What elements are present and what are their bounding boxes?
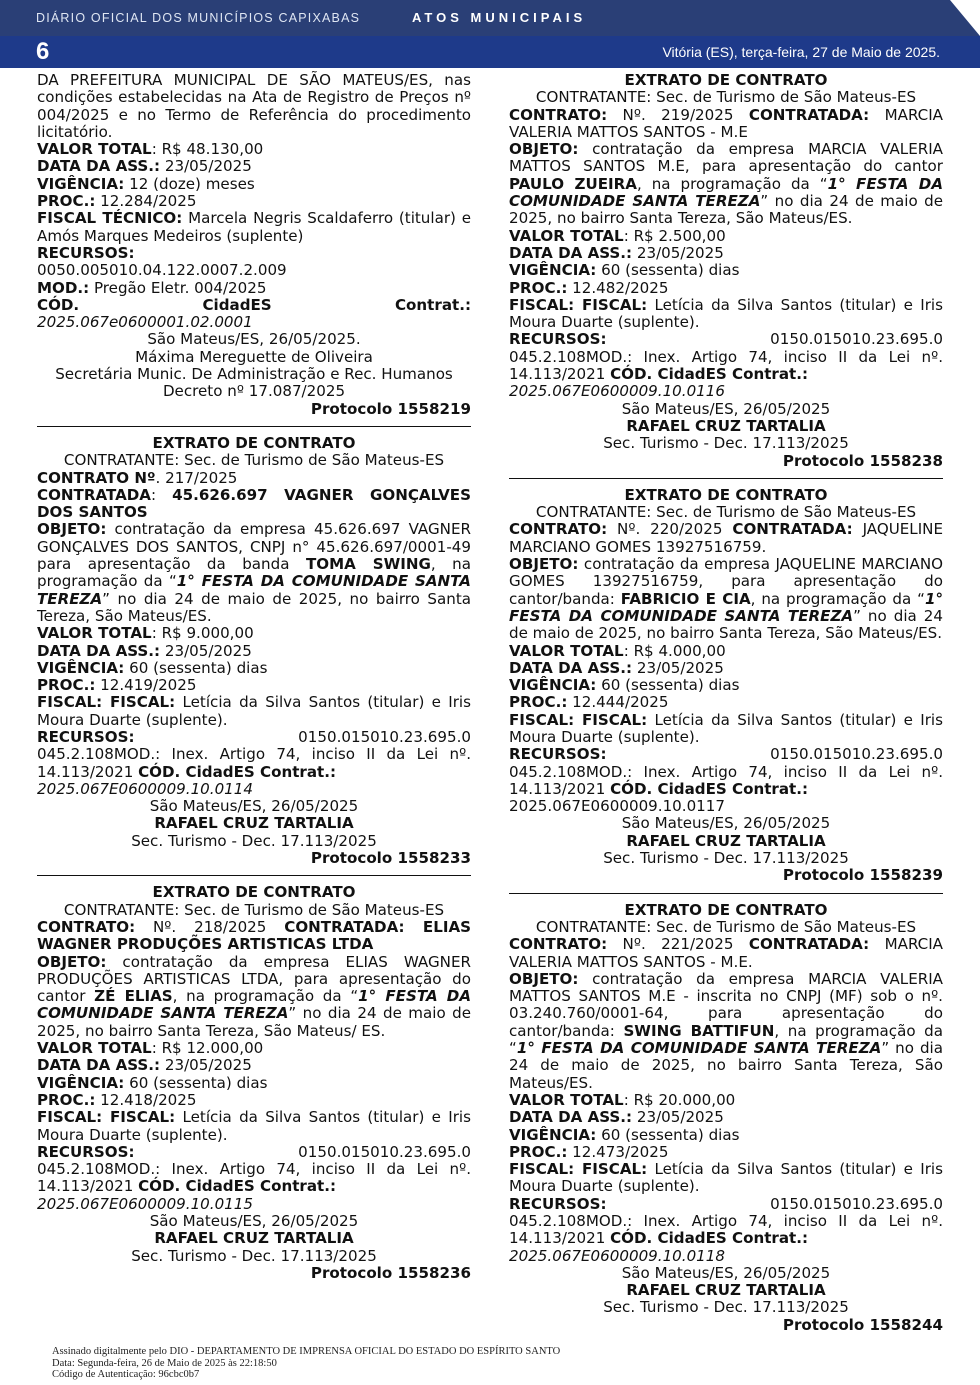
protocolo: Protocolo 1558219 bbox=[310, 399, 471, 418]
artist-name: FABRICIO E CIA bbox=[620, 589, 751, 608]
signer-name: RAFAEL CRUZ TARTALIA bbox=[154, 1229, 354, 1248]
data-ass-line bbox=[37, 1057, 471, 1074]
objeto-text: contratação da empresa MARCIA VALERIA MATTOS SANTOS M.E, para apresentação do cantor bbox=[509, 140, 943, 176]
mod-line bbox=[509, 1213, 943, 1248]
fiscal-value: Marcela Negris Scaldaferro (titular) e Amós Marques Medeiros (suplente) bbox=[37, 209, 471, 245]
signer-role: Sec. Turismo - Dec. 17.113/2025 bbox=[131, 831, 377, 850]
proc-label: PROC.: bbox=[37, 1090, 96, 1109]
cod-label: CÓD. CidadES Contrat.: bbox=[610, 779, 809, 798]
signer-role: Sec. Turismo - Dec. 17.113/2025 bbox=[603, 1298, 849, 1317]
contrato-label: CONTRATO: bbox=[509, 935, 608, 954]
signer-name: RAFAEL CRUZ TARTALIA bbox=[626, 416, 826, 435]
recursos-label: RECURSOS: bbox=[37, 1142, 135, 1161]
fiscal-label: FISCAL: FISCAL: bbox=[509, 295, 648, 314]
extract-218 bbox=[37, 884, 471, 1282]
objeto-tail: ” no dia 24 de maio de 2025, no bairro Santa Tereza, São Mateus/ES. bbox=[37, 589, 471, 625]
vigencia-label: VIGÊNCIA: bbox=[37, 1073, 125, 1092]
contrato-value: Nº. 220/2025 bbox=[607, 520, 733, 539]
contrato-line bbox=[509, 521, 943, 556]
mod-line bbox=[37, 1161, 471, 1196]
objeto-label: OBJETO: bbox=[37, 952, 107, 971]
recursos-line bbox=[37, 729, 471, 746]
proc-label: PROC.: bbox=[509, 1142, 568, 1161]
data-ass-label: DATA DA ASS.: bbox=[37, 641, 161, 660]
fiscal-value: Letícia da Silva Santos (titular) e Iris Moura Duarte (suplente). bbox=[509, 1160, 943, 1196]
cod-value: 2025.067E0600009.10.0115 bbox=[37, 1194, 253, 1213]
signer-role: Sec. Turismo - Dec. 17.113/2025 bbox=[131, 1246, 377, 1265]
program-text: , na programação da “ bbox=[509, 1021, 943, 1058]
vigencia-line bbox=[509, 262, 943, 279]
recursos-line bbox=[509, 746, 943, 763]
recursos-value: 0150.015010.23.695.0 bbox=[770, 1194, 943, 1213]
contrato-line bbox=[37, 470, 471, 487]
valor-line bbox=[509, 1092, 943, 1109]
valor-line bbox=[37, 141, 471, 158]
vigencia-value: 60 (sessenta) dias bbox=[596, 1125, 740, 1144]
data-ass-line bbox=[509, 660, 943, 677]
objeto-tail: ” no dia 24 de maio de 2025, no bairro Santa Tereza, São Mateus/ ES. bbox=[37, 1004, 471, 1040]
mod-line bbox=[509, 349, 943, 384]
proc-line bbox=[509, 694, 943, 711]
data-ass-label: DATA DA ASS.: bbox=[509, 658, 633, 677]
contrato-value: Nº. 219/2025 bbox=[607, 105, 749, 124]
vigencia-label: VIGÊNCIA: bbox=[509, 676, 597, 695]
cod-label: CÓD. CidadES Contrat.: bbox=[610, 365, 809, 384]
program-text: , na programação da “ bbox=[172, 987, 359, 1006]
proc-value: 12.419/2025 bbox=[95, 676, 197, 695]
fiscal-label: FISCAL: FISCAL: bbox=[509, 710, 648, 729]
contrato-line bbox=[509, 107, 943, 142]
artist-name: TOMA SWING bbox=[305, 555, 431, 574]
program-text: , na programação da “ bbox=[37, 555, 471, 591]
cod-value: 2025.067E0600009.10.0118 bbox=[509, 1246, 725, 1265]
data-ass-value: 23/05/2025 bbox=[160, 157, 252, 176]
signer-name: RAFAEL CRUZ TARTALIA bbox=[626, 1281, 826, 1300]
divider bbox=[509, 478, 943, 479]
cod-value: 2025.067E0600009.10.0116 bbox=[509, 382, 725, 401]
section-title: ATOS MUNICIPAIS bbox=[412, 10, 587, 25]
contratada-label: CONTRATADA: bbox=[732, 520, 853, 539]
vigencia-line bbox=[37, 176, 471, 193]
objeto-line bbox=[509, 141, 943, 227]
data-ass-value: 23/05/2025 bbox=[632, 243, 724, 262]
data-ass-value: 23/05/2025 bbox=[632, 658, 724, 677]
contrato-value: . 217/2025 bbox=[155, 468, 238, 487]
extract-title: EXTRATO DE CONTRATO bbox=[152, 883, 356, 902]
cod-label: CÓD. CidadES Contrat.: bbox=[610, 1229, 809, 1248]
contrato-label: CONTRATO: bbox=[509, 105, 608, 124]
contrato-value: Nº. 221/2025 bbox=[607, 935, 749, 954]
contratada-name: 45.626.697 VAGNER GONÇALVES DOS SANTOS bbox=[37, 485, 471, 522]
proc-line bbox=[37, 1092, 471, 1109]
contrato-line bbox=[37, 919, 471, 954]
fiscal-line bbox=[37, 1109, 471, 1144]
fiscal-label: FISCAL: FISCAL: bbox=[37, 693, 176, 712]
protocolo: Protocolo 1558236 bbox=[310, 1263, 471, 1282]
place-date: São Mateus/ES, 26/05/2025 bbox=[149, 1212, 359, 1230]
proc-label: PROC.: bbox=[509, 693, 568, 712]
cod-value: 2025.067E0600009.10.0117 bbox=[509, 797, 725, 816]
continued-extract bbox=[37, 72, 471, 418]
valor-value: : R$ 2.500,00 bbox=[623, 226, 726, 245]
signer-decree: Decreto nº 17.087/2025 bbox=[162, 382, 346, 401]
mod-line bbox=[37, 746, 471, 781]
contratada-label: CONTRATADA: bbox=[748, 935, 870, 954]
objeto-label: OBJETO: bbox=[509, 140, 579, 159]
recursos-label: RECURSOS: bbox=[509, 330, 607, 349]
vigencia-line bbox=[37, 660, 471, 677]
fiscal-value: Letícia da Silva Santos (titular) e Iris Moura Duarte (suplente). bbox=[37, 1108, 471, 1144]
valor-label: VALOR TOTAL bbox=[509, 226, 624, 245]
extract-title: EXTRATO DE CONTRATO bbox=[624, 485, 828, 504]
proc-line bbox=[509, 280, 943, 297]
fiscal-line bbox=[37, 694, 471, 729]
protocolo: Protocolo 1558239 bbox=[782, 866, 943, 885]
valor-value: : R$ 20.000,00 bbox=[623, 1090, 736, 1109]
mod-code: 045.2.108MOD. bbox=[37, 1160, 156, 1179]
recursos-line bbox=[509, 331, 943, 348]
recursos-label: RECURSOS: bbox=[509, 1194, 607, 1213]
extract-title: EXTRATO DE CONTRATO bbox=[624, 71, 828, 89]
extract-title: EXTRATO DE CONTRATO bbox=[152, 433, 356, 452]
objeto-label: OBJETO: bbox=[37, 520, 107, 539]
vigencia-value: 60 (sessenta) dias bbox=[124, 658, 268, 677]
place-date: São Mateus/ES, 26/05/2025 bbox=[621, 399, 831, 418]
contrato-label: CONTRATO: bbox=[37, 917, 136, 936]
recursos-value: 0150.015010.23.695.0 bbox=[298, 727, 471, 746]
signer-name: RAFAEL CRUZ TARTALIA bbox=[626, 831, 826, 850]
place-date: São Mateus/ES, 26/05/2025 bbox=[621, 814, 831, 833]
mod-text: : Inex. Artigo 74, inciso II da Lei nº. 14.113/2021 bbox=[509, 1212, 943, 1248]
mod-text: : Inex. Artigo 74, inciso II da Lei nº. 14.113/2021 bbox=[509, 347, 943, 384]
signer-name: RAFAEL CRUZ TARTALIA bbox=[154, 814, 354, 833]
valor-value: : R$ 4.000,00 bbox=[623, 641, 726, 660]
right-column bbox=[509, 72, 943, 1334]
edition-date: Vitória (ES), terça-feira, 27 de Maio de 2025. bbox=[662, 44, 940, 60]
data-ass-label: DATA DA ASS.: bbox=[37, 157, 161, 176]
vigencia-value: 60 (sessenta) dias bbox=[124, 1073, 268, 1092]
footer-auth-code: Código de Autenticação: 96cbc0b7 bbox=[52, 1369, 200, 1380]
program-text: , na programação da “ bbox=[750, 589, 925, 608]
valor-label: VALOR TOTAL bbox=[509, 1090, 624, 1109]
data-ass-label: DATA DA ASS.: bbox=[37, 1056, 161, 1075]
vigencia-value: 60 (sessenta) dias bbox=[596, 261, 740, 280]
proc-value: 12.473/2025 bbox=[567, 1142, 669, 1161]
objeto-tail: ” no dia 24 de maio de 2025, no bairro Santa Tereza, São Mateus/ES. bbox=[509, 606, 943, 643]
contratada-value: JAQUELINE MARCIANO GOMES 13927516759. bbox=[509, 520, 943, 556]
contrato-label: CONTRATO Nº bbox=[37, 468, 156, 487]
data-ass-line bbox=[509, 245, 943, 262]
recursos-value: 0150.015010.23.695.0 bbox=[770, 745, 943, 764]
contrato-line bbox=[509, 936, 943, 971]
vigencia-line bbox=[509, 677, 943, 694]
festa-name: 1° FESTA DA COMUNIDADE SANTA TEREZA bbox=[509, 589, 943, 625]
recursos-label: RECURSOS: bbox=[37, 243, 135, 262]
mod-text: : Inex. Artigo 74, inciso II da Lei nº. 14.113/2021 bbox=[37, 745, 471, 781]
extract-220 bbox=[509, 487, 943, 885]
valor-label: VALOR TOTAL bbox=[37, 624, 152, 643]
mod-value: Pregão Eletr. 004/2025 bbox=[89, 278, 267, 297]
recursos-line bbox=[509, 1196, 943, 1213]
valor-label: VALOR TOTAL bbox=[37, 140, 152, 159]
valor-value: : R$ 9.000,00 bbox=[151, 624, 254, 643]
cod-label-a: CÓD. bbox=[37, 295, 80, 314]
valor-line bbox=[509, 643, 943, 660]
fiscal-label: FISCAL TÉCNICO: bbox=[37, 209, 183, 228]
objeto-line bbox=[509, 556, 943, 642]
mod-text: : Inex. Artigo 74, inciso II da Lei nº. 14.113/2021 bbox=[37, 1160, 471, 1196]
divider bbox=[37, 875, 471, 876]
valor-line bbox=[37, 625, 471, 642]
mod-line bbox=[37, 280, 471, 297]
contrato-label: CONTRATO: bbox=[509, 520, 608, 539]
valor-value: : R$ 12.000,00 bbox=[151, 1039, 264, 1058]
objeto-tail: ” no dia 24 de maio de 2025, no bairro Santa Tereza, São Mateus/ES. bbox=[509, 192, 943, 228]
recursos-value: 0050.005010.04.122.0007.2.009 bbox=[37, 261, 287, 280]
header-slant-decoration bbox=[950, 0, 980, 36]
signer-role: Sec. Turismo - Dec. 17.113/2025 bbox=[603, 434, 849, 453]
mod-line bbox=[509, 764, 943, 799]
contratante: CONTRATANTE: Sec. de Turismo de São Mateus-ES bbox=[535, 917, 917, 936]
festa-name: 1° FESTA DA COMUNIDADE SANTA TEREZA bbox=[37, 987, 471, 1023]
contratante: CONTRATANTE: Sec. de Turismo de São Mateus-ES bbox=[63, 451, 445, 470]
program-text: , na programação da “ bbox=[636, 174, 828, 193]
protocolo: Protocolo 1558238 bbox=[782, 451, 943, 470]
mod-text: : Inex. Artigo 74, inciso II da Lei nº. 14.113/2021 bbox=[509, 762, 943, 798]
valor-label: VALOR TOTAL bbox=[509, 641, 624, 660]
protocolo: Protocolo 1558244 bbox=[782, 1315, 943, 1334]
objeto-label: OBJETO: bbox=[509, 969, 579, 988]
footer-date: Data: Segunda-feira, 26 de Maio de 2025 às 22:18:50 bbox=[52, 1357, 277, 1369]
recursos-label: RECURSOS: bbox=[37, 727, 135, 746]
contrato-value: Nº. 218/2025 bbox=[135, 917, 285, 936]
cod-line bbox=[37, 297, 471, 314]
fiscal-label: FISCAL: FISCAL: bbox=[509, 1160, 648, 1179]
contratada-value: MARCIA VALERIA MATTOS SANTOS - M.E. bbox=[509, 935, 943, 971]
cod-value: 2025.067e0600001.02.0001 bbox=[37, 313, 253, 332]
valor-value: : R$ 48.130,00 bbox=[151, 140, 264, 159]
cod-label-c: Contrat.: bbox=[394, 295, 471, 314]
vigencia-label: VIGÊNCIA: bbox=[509, 1125, 597, 1144]
contratada-label: CONTRATADA bbox=[37, 485, 151, 504]
signer-role: Sec. Turismo - Dec. 17.113/2025 bbox=[603, 849, 849, 868]
mod-code: 045.2.108MOD. bbox=[37, 745, 156, 764]
contratada-label: CONTRATADA: ELIAS WAGNER PRODUÇÕES ARTISTICAS LTDA bbox=[37, 917, 471, 954]
artist-name: PAULO ZUEIRA bbox=[509, 174, 637, 193]
fiscal-line bbox=[509, 297, 943, 332]
header-top-bar bbox=[0, 0, 980, 36]
proc-line bbox=[37, 677, 471, 694]
objeto-text: contratação da empresa MARCIA VALERIA MATTOS SANTOS M.E - inscrita no CNPJ (MF) sob o nº. 03.240.760/0001-64, para apresentação do cantor/banda: bbox=[509, 969, 943, 1040]
header-bottom-bar bbox=[0, 36, 980, 68]
continued-text: DA PREFEITURA MUNICIPAL DE SÃO MATEUS/ES, nas condições estabelecidas na Ata de Registro de Preços nº 004/2025 e no Termo de Referência do procedimento licitatório. bbox=[37, 71, 471, 141]
festa-name: 1° FESTA DA COMUNIDADE SANTA TEREZA bbox=[516, 1039, 882, 1058]
signer-name: Máxima Mereguette de Oliveira bbox=[135, 347, 373, 366]
objeto-label: OBJETO: bbox=[509, 555, 579, 574]
page-number: 6 bbox=[36, 38, 50, 65]
publication-title: DIÁRIO OFICIAL DOS MUNICÍPIOS CAPIXABAS bbox=[36, 11, 361, 25]
cod-label: CÓD. CidadES Contrat.: bbox=[138, 762, 337, 781]
data-ass-line bbox=[37, 643, 471, 660]
recursos-label: RECURSOS: bbox=[509, 745, 607, 764]
fiscal-line bbox=[509, 712, 943, 747]
valor-label: VALOR TOTAL bbox=[37, 1039, 152, 1058]
contratante: CONTRATANTE: Sec. de Turismo de São Mateus-ES bbox=[535, 503, 917, 522]
data-ass-line bbox=[37, 158, 471, 175]
proc-label: PROC.: bbox=[509, 278, 568, 297]
signer-role: Secretária Munic. De Administração e Rec. Humanos bbox=[55, 365, 453, 384]
vigencia-label: VIGÊNCIA: bbox=[37, 658, 125, 677]
festa-name: 1° FESTA DA COMUNIDADE SANTA TEREZA bbox=[37, 572, 471, 608]
fiscal-line bbox=[509, 1161, 943, 1196]
data-ass-value: 23/05/2025 bbox=[160, 1056, 252, 1075]
proc-label: PROC.: bbox=[37, 676, 96, 695]
contratada-sep: : bbox=[150, 485, 173, 504]
objeto-text: contratação da empresa 45.626.697 VAGNER GONÇALVES DOS SANTOS, CNPJ n° 45.626.697/0001-49 para apresentação da banda bbox=[37, 520, 471, 574]
artist-name: ZÉ ELIAS bbox=[94, 987, 173, 1006]
fiscal-value: Letícia da Silva Santos (titular) e Iris Moura Duarte (suplente). bbox=[509, 710, 943, 746]
vigencia-value: 12 (doze) meses bbox=[124, 174, 255, 193]
valor-line bbox=[509, 228, 943, 245]
objeto-line bbox=[37, 954, 471, 1040]
recursos-line bbox=[37, 1144, 471, 1161]
objeto-line bbox=[37, 521, 471, 625]
contratada-value: MARCIA VALERIA MATTOS SANTOS - M.E bbox=[509, 105, 943, 141]
vigencia-label: VIGÊNCIA: bbox=[37, 174, 125, 193]
protocolo: Protocolo 1558233 bbox=[310, 849, 471, 868]
proc-value: 12.482/2025 bbox=[567, 278, 669, 297]
place-date: São Mateus/ES, 26/05/2025 bbox=[149, 797, 359, 816]
cod-label: CÓD. CidadES Contrat.: bbox=[138, 1177, 337, 1196]
data-ass-line bbox=[509, 1109, 943, 1126]
page-header bbox=[0, 0, 980, 68]
festa-name: 1° FESTA DA COMUNIDADE SANTA TEREZA bbox=[509, 174, 944, 211]
fiscal-label: FISCAL: FISCAL: bbox=[37, 1108, 176, 1127]
proc-label: PROC.: bbox=[37, 192, 96, 211]
place-date: São Mateus/ES, 26/05/2025 bbox=[621, 1263, 831, 1282]
data-ass-value: 23/05/2025 bbox=[632, 1108, 724, 1127]
proc-line bbox=[37, 193, 471, 210]
objeto-tail: ” no dia 24 de maio de 2025, no bairro Santa Tereza, São Mateus/ES. bbox=[509, 1039, 943, 1092]
data-ass-value: 23/05/2025 bbox=[160, 641, 252, 660]
mod-code: 045.2.108MOD. bbox=[509, 1212, 628, 1230]
contratada-label: CONTRATADA: bbox=[748, 105, 870, 124]
vigencia-line bbox=[509, 1127, 943, 1144]
mod-label: MOD.: bbox=[37, 278, 90, 297]
mod-code: 045.2.108MOD. bbox=[509, 762, 628, 781]
contratante: CONTRATANTE: Sec. de Turismo de São Mateus-ES bbox=[63, 900, 445, 919]
proc-value: 12.444/2025 bbox=[567, 693, 669, 712]
valor-line bbox=[37, 1040, 471, 1057]
extract-title: EXTRATO DE CONTRATO bbox=[624, 900, 828, 919]
left-column bbox=[37, 72, 471, 1282]
fiscal-value: Letícia da Silva Santos (titular) e Iris Moura Duarte (suplente). bbox=[37, 693, 471, 729]
fiscal-line bbox=[37, 210, 471, 245]
objeto-text: contratação da empresa JAQUELINE MARCIANO GOMES 13927516759, para apresentação do cantor/banda: bbox=[509, 555, 943, 608]
recursos-value: 0150.015010.23.695.0 bbox=[298, 1142, 471, 1161]
proc-value: 12.418/2025 bbox=[95, 1090, 197, 1109]
objeto-text: contratação da empresa ELIAS WAGNER PRODUÇÕES ARTISTICAS LTDA, para apresentação do cantor bbox=[37, 952, 471, 1006]
proc-value: 12.284/2025 bbox=[95, 192, 197, 211]
data-ass-label: DATA DA ASS.: bbox=[509, 243, 633, 262]
proc-line bbox=[509, 1144, 943, 1161]
divider bbox=[37, 426, 471, 427]
extract-217 bbox=[37, 435, 471, 867]
artist-name: SWING BATTIFUN bbox=[623, 1021, 775, 1040]
data-ass-label: DATA DA ASS.: bbox=[509, 1108, 633, 1127]
fiscal-value: Letícia da Silva Santos (titular) e Iris Moura Duarte (suplente). bbox=[509, 295, 943, 332]
vigencia-line bbox=[37, 1075, 471, 1092]
recursos-value: 0150.015010.23.695.0 bbox=[770, 330, 943, 349]
cod-label-b: CidadES bbox=[202, 295, 272, 314]
place-date: São Mateus/ES, 26/05/2025. bbox=[147, 330, 361, 349]
footer-signed-by: Assinado digitalmente pelo DIO - DEPARTAMENTO DE IMPRENSA OFICIAL DO ESTADO DO ESPÍRITO SANTO bbox=[52, 1346, 561, 1357]
vigencia-label: VIGÊNCIA: bbox=[509, 261, 597, 280]
vigencia-value: 60 (sessenta) dias bbox=[596, 676, 740, 695]
divider bbox=[509, 893, 943, 894]
digital-signature-footer bbox=[52, 1346, 560, 1381]
objeto-line bbox=[509, 971, 943, 1092]
cod-value: 2025.067E0600009.10.0114 bbox=[37, 779, 253, 798]
extract-219 bbox=[509, 72, 943, 470]
contratante: CONTRATANTE: Sec. de Turismo de São Mateus-ES bbox=[535, 88, 917, 107]
mod-code: 045.2.108MOD. bbox=[509, 347, 628, 366]
contratada-line bbox=[37, 487, 471, 522]
extract-221 bbox=[509, 902, 943, 1334]
